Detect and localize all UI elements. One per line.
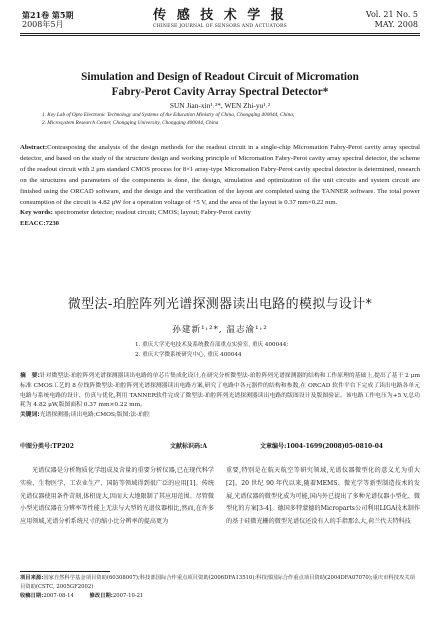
- document-code: 文献标识码:A: [170, 443, 208, 450]
- header-rule-thick: [20, 33, 420, 34]
- english-abstract-text: Contrasposing the analysis of the design methods for the readout circuit in a single-chip Micromation Fabry-Perot cavity array spectral detector, and based on the study of the structure design and working principle of Micromation Fabry-Perot cavity array spectral detector, the scheme of the readout circuit with 2 μm standard CMOS process for 8×1 array-type Micromation Fabry-Perot cavity spectral detector is determined, research on the structures and parameters of the components is done, the design, simulation and optimization of the unit circuits and system circuit are finished using the ORCAD software, and the design and the verification of the layout are completed using the TANNER software. The total power consumption of the circuit is 4.82 μW for a operation voltage of +5 V, and the area of the layout is 0.37 mm×0.22 mm.: [20, 144, 420, 206]
- chinese-authors: 孙建新¹˒²*, 温志渝¹˒²: [172, 325, 268, 335]
- date-cn: 2008年5月: [22, 20, 64, 29]
- chinese-abstract-text: 针对微型法-珀腔阵列光谱探测器读出电路的单芯片集成化设计,在研究分析微型法-珀腔阵列光谱探测器的结构和工作原理的基础上,提出了基于 2 μm标准 CMOS工艺的 8 位线阵微型法-珀腔阵列光谱探测器读出电路方案,研究了电路中各元器件的结构和参数,在 ORCAD 软件平台下完成了读出电路各单元电路与系统电路的设计、仿真与优化,利用 TANNER软件完成了微型法-珀腔阵列光谱探测器读出电路的版图设计及版图验证。该电路工作电压为+5 V,总功耗为 4.82 μW,版图面积 0.37 mm×0.22 mm。: [20, 373, 420, 409]
- journal-name-en: CHINESE JOURNAL OF SENSORS AND ACTUATORS: [153, 24, 287, 29]
- footnote-funding-label: 项目来源:: [20, 575, 44, 581]
- footnote-divider: [20, 571, 110, 572]
- chinese-affiliations: [135, 341, 288, 360]
- chinese-abstract-label: 摘 要:: [20, 373, 40, 379]
- chinese-keywords-label: 关键词:: [20, 412, 40, 419]
- english-title-line-2: Fabry-Perot Cavity Array Spectral Detector*: [111, 86, 329, 98]
- english-title: [40, 70, 400, 100]
- chinese-keywords-text: 光谱探测器;读出电路;CMOS;版图;法-珀腔: [39, 412, 150, 419]
- english-abstract-block: [20, 143, 420, 230]
- english-abstract-label: Abstract:: [20, 144, 48, 151]
- chinese-abstract-block: [20, 372, 420, 421]
- chinese-title: 微型法-珀腔阵列光谱探测器读出电路的模拟与设计*: [67, 297, 373, 312]
- footnote-dates: 收稿日期:2007-08-14 修改日期:2007-10-21: [20, 592, 144, 599]
- volume-issue-cn: 第21卷 第5期: [22, 10, 74, 20]
- body-column-right: 重要,特别是在航天航空等研究领域,光谱仪器微型化的意义尤为重大[2]。20 世纪 90 年代以来,随着MEMS、微光学等新型制造技术的发展,光谱仪器的微型化成为可能,国内外已提出了多种光谱仪器小型化、微型化的方案[3-4]。德国多特蒙德的Microparts公司利用LIGA技术制作的基于硅微光栅的微型光谱仪还没有人的手指那么大,荷兰代夫特科技: [226, 467, 420, 526]
- journal-masthead: [120, 8, 320, 30]
- footnotes: [20, 574, 420, 600]
- chinese-abstract: [20, 372, 420, 411]
- journal-name-cn: 传 感 技 术 学 报: [153, 8, 287, 23]
- volume-issue-en: Vol. 21 No. 5: [365, 10, 418, 19]
- chinese-keywords: [20, 411, 420, 421]
- chinese-affiliation-2: 2. 重庆大学微系统研究中心, 重庆 400044: [135, 351, 242, 358]
- english-keywords-text: spectrometer detector; readout circuit; CMOS; layout; Fabry-Perot cavity: [54, 209, 251, 217]
- footnote-funding-text: 国家自然科学基金项目资助(60308007);科技部国际合作重点项目资助(2006DFA13510);科技部国际合作重点项目资助(2004DFA07070);重庆市科技攻关项目资助(CSTC, 2005GF2002): [20, 575, 415, 590]
- english-title-line-1: Simulation and Design of Readout Circuit of Micromation: [81, 71, 359, 83]
- revised-date: 2007-10-21: [112, 592, 144, 599]
- body-column-left: 光谱仪器是分析物质化学组成及含量的重要分析仪器,已在现代科学实验、生物医学、工农业生产、国防等领域得到很广泛的应用[1]。传统光谱仪器使用条件苛刻,体积庞大,因而大大地限制了其应用范围。尽管微小型光谱仪器在分辨率等性能上无法与大型的光谱仪器相比,然而,在许多应用领域,光谱分析系统尺寸的缩小比分辨率的提高更为: [20, 467, 214, 526]
- clc-number: 中图分类号:TP202: [20, 443, 74, 450]
- english-abstract: [20, 143, 420, 208]
- english-affiliation-2: 2. Microsystem Research Center, Chongqing University, Chongqing 400044, China: [42, 120, 219, 126]
- header-rule-thin: [20, 35, 420, 36]
- english-keywords-label: Key words:: [20, 209, 53, 217]
- header-volume-en: [366, 10, 418, 30]
- chinese-affiliation-1: 1. 重庆大学光电技术及系统教育部重点实验室, 重庆 400044;: [135, 342, 289, 348]
- article-id: 文章编号:1004-1699(2008)05-0810-04: [260, 443, 384, 450]
- english-keywords: [20, 208, 420, 219]
- english-affiliation-1: 1. Key Lab of Opto Electronic Technology and Systems of the Education Ministry of China, Chongqing 400044, China;: [42, 112, 295, 118]
- footnote-funding: [20, 574, 420, 592]
- received-date: 2007-08-14: [43, 592, 74, 599]
- date-en: MAY. 2008: [374, 20, 418, 29]
- english-authors: SUN Jian-xin¹˒²*, WEN Zhi-yu¹˒²: [169, 101, 271, 110]
- eeacc-code: EEACC:7230: [20, 220, 60, 228]
- english-affiliations: [42, 111, 400, 127]
- header-volume-cn: [22, 10, 73, 30]
